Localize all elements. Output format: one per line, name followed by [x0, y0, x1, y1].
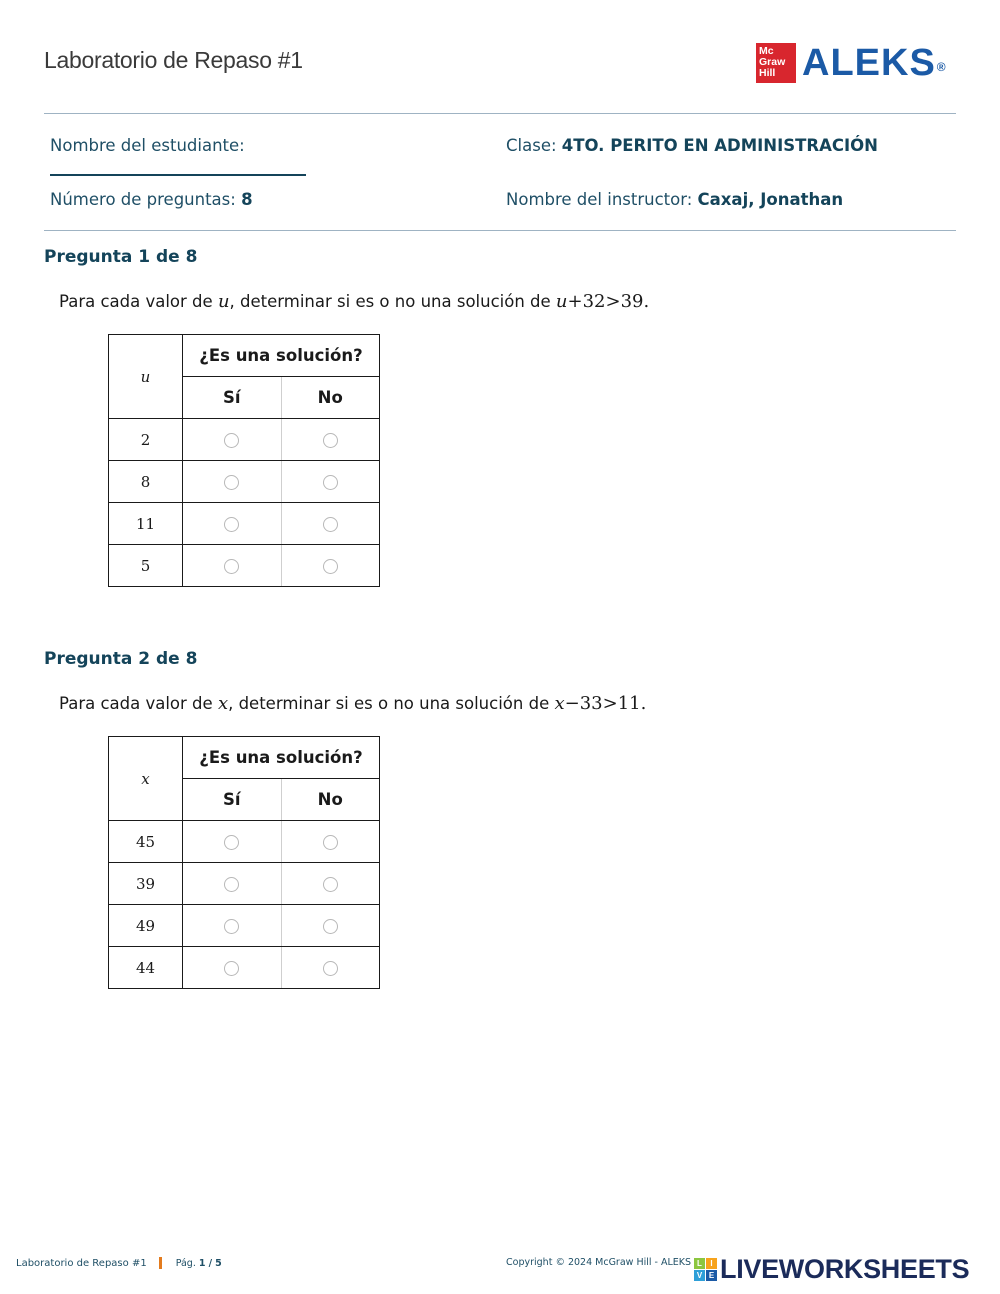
- yes-radio[interactable]: [224, 961, 239, 976]
- table-row: [109, 821, 380, 863]
- variable-header: x: [109, 737, 183, 821]
- no-radio[interactable]: [323, 961, 338, 976]
- question-1-prompt: Para cada valor de u, determinar si es o no una solución de u+32>39.: [59, 291, 650, 312]
- table-row: [109, 419, 380, 461]
- aleks-wordmark: ALEKS®: [802, 42, 946, 84]
- value-cell: 8: [109, 461, 183, 503]
- table-row: [109, 863, 380, 905]
- question-count: Número de preguntas: 8: [50, 190, 253, 209]
- yes-radio[interactable]: [224, 517, 239, 532]
- value-cell: 5: [109, 545, 183, 587]
- yes-radio[interactable]: [224, 835, 239, 850]
- no-radio[interactable]: [323, 475, 338, 490]
- question-2-prompt: Para cada valor de x, determinar si es o no una solución de x−33>11.: [59, 693, 647, 714]
- table-row: [109, 905, 380, 947]
- liveworksheets-icon: L I V E: [694, 1258, 717, 1281]
- solution-header: ¿Es una solución?: [183, 335, 380, 377]
- instructor-info: Nombre del instructor: Caxaj, Jonathan: [506, 190, 844, 209]
- liveworksheets-wordmark: LIVEWORKSHEETS: [720, 1254, 970, 1284]
- yes-radio[interactable]: [224, 433, 239, 448]
- no-radio[interactable]: [323, 517, 338, 532]
- no-radio[interactable]: [323, 919, 338, 934]
- yes-radio[interactable]: [224, 919, 239, 934]
- question-2-title: Pregunta 2 de 8: [44, 649, 198, 669]
- class-value: 4TO. PERITO EN ADMINISTRACIÓN: [561, 136, 878, 155]
- no-column-header: No: [281, 779, 380, 821]
- question-count-value: 8: [241, 190, 253, 209]
- student-name-line: [50, 174, 306, 176]
- table-row: [109, 503, 380, 545]
- footer-doc-name: Laboratorio de Repaso #1: [16, 1258, 147, 1269]
- aleks-logo: [756, 43, 946, 83]
- no-radio[interactable]: [323, 877, 338, 892]
- value-cell: 39: [109, 863, 183, 905]
- header-divider: [44, 113, 956, 114]
- document-title: Laboratorio de Repaso #1: [44, 47, 303, 73]
- value-cell: 49: [109, 905, 183, 947]
- table-row: [109, 947, 380, 989]
- value-cell: 45: [109, 821, 183, 863]
- no-radio[interactable]: [323, 835, 338, 850]
- yes-column-header: Sí: [183, 377, 282, 419]
- question-1-table: [108, 334, 380, 587]
- question-1-title: Pregunta 1 de 8: [44, 247, 198, 267]
- footer-separator: [159, 1257, 162, 1269]
- question-2-table: [108, 736, 380, 989]
- liveworksheets-logo: [694, 1254, 969, 1284]
- copyright-text: Copyright © 2024 McGraw Hill - ALEKS: [506, 1257, 692, 1268]
- value-cell: 2: [109, 419, 183, 461]
- value-cell: 11: [109, 503, 183, 545]
- yes-radio[interactable]: [224, 559, 239, 574]
- yes-radio[interactable]: [224, 475, 239, 490]
- table-row: [109, 545, 380, 587]
- no-radio[interactable]: [323, 433, 338, 448]
- class-info: Clase: 4TO. PERITO EN ADMINISTRACIÓN: [506, 136, 878, 155]
- value-cell: 44: [109, 947, 183, 989]
- yes-radio[interactable]: [224, 877, 239, 892]
- student-name-label: Nombre del estudiante:: [50, 136, 245, 155]
- footer-document-info: [16, 1257, 222, 1269]
- no-radio[interactable]: [323, 559, 338, 574]
- page-indicator: Pág. 1 / 5: [175, 1258, 222, 1269]
- variable-header: u: [109, 335, 183, 419]
- yes-column-header: Sí: [183, 779, 282, 821]
- info-divider: [44, 230, 956, 231]
- table-row: [109, 461, 380, 503]
- instructor-value: Caxaj, Jonathan: [697, 190, 844, 209]
- mcgraw-hill-logo: Mc Graw Hill: [756, 43, 796, 83]
- no-column-header: No: [281, 377, 380, 419]
- solution-header: ¿Es una solución?: [183, 737, 380, 779]
